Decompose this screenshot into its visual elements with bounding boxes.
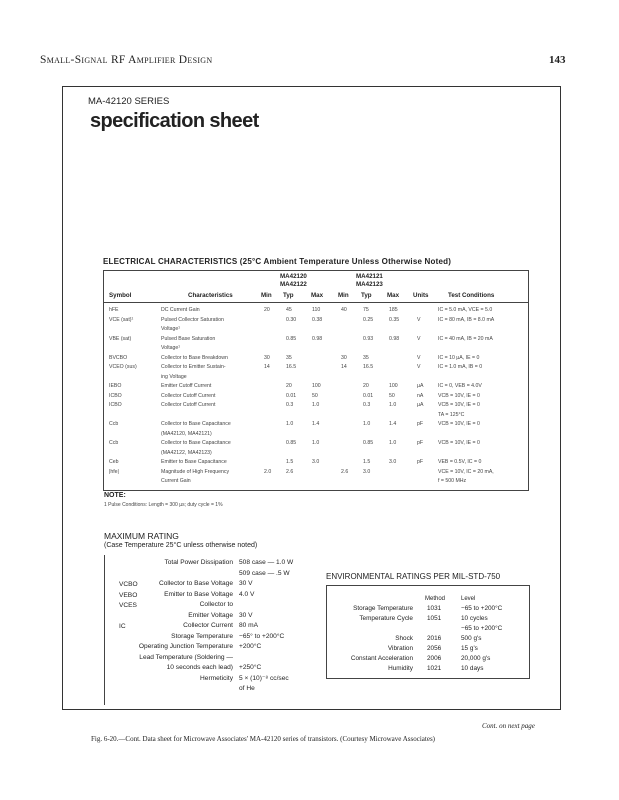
cell-units: V [417,364,421,370]
cell-sym: VBE (sat) [109,335,132,342]
env-method: 2056 [427,645,442,652]
cell-typ2: 35 [363,354,369,361]
note-1: 1 Pulse Conditions: Length = 300 µs; duty cycle = 1% [104,502,223,508]
cell-max2: 0.98 [389,335,400,342]
cell-cond: VCB = 10V, IE = 0 [438,392,480,399]
env-level: 15 g's [461,645,478,652]
col-symbol: Symbol [109,292,132,299]
cell-typ: 45 [286,307,292,313]
cell-cond: VCB = 10V, IE = 0 [438,402,480,408]
cell-char: Collector Cutoff Current [161,392,216,399]
cell-sym: VCE (sat)¹ [109,316,134,323]
cell-cond: TA = 125°C [438,411,465,418]
env-level: 20,000 g's [461,655,491,662]
cell-cond: IC = 0, VEB = 4.0V [438,383,482,389]
rating-label: Collector Current [183,622,233,629]
max-rating-box [104,555,315,705]
cell-char: (MA42122, MA42123) [161,449,212,456]
cell-units: pF [417,421,424,427]
sheet-title: specification sheet [90,110,259,132]
group1-b: MA42122 [280,281,307,288]
rating-label: Operating Junction Temperature [138,643,233,650]
cell-typ: 1.5 [286,459,294,465]
cell-units: pF [417,459,424,465]
electrical-heading: ELECTRICAL CHARACTERISTICS (25°C Ambient Temperature Unless Otherwise Noted) [103,257,452,266]
cell-char: (MA42120, MA42121) [161,430,212,437]
cell-units: V [417,335,421,342]
cell-char: Collector Cutoff Current [161,402,216,408]
env-method: 1021 [427,665,442,672]
rating-value: 5 × (10)⁻⁸ cc/sec [239,674,289,682]
cell-typ2: 0.01 [363,392,374,399]
cell-typ: 35 [286,354,292,361]
cell-max2: 1.0 [389,440,397,446]
rating-value: −65° to +200°C [239,632,285,640]
cell-sym: Ccb [109,421,119,427]
cell-typ2: 0.3 [363,402,371,408]
cell-units: nA [417,392,424,399]
cell-sym: IEBO [109,383,122,389]
cell-max2: 100 [389,383,398,389]
electrical-table [103,270,529,491]
rating-value: +250°C [239,664,262,671]
cell-char: ing Voltage [161,373,187,380]
rating-label: Emitter to Base Voltage [164,590,233,598]
cell-sym: |hfe| [109,468,119,475]
rating-value: 80 mA [239,622,259,629]
rating-symbol: IC [119,623,126,630]
cell-max: 50 [312,392,318,399]
env-method: 2006 [427,655,442,662]
cell-max: 1.4 [312,421,320,427]
note-label: NOTE: [104,492,126,499]
rating-symbol: VCES [119,602,137,609]
cell-typ2: 1.0 [363,421,371,427]
cell-units: µA [417,402,424,408]
rating-value: 4.0 V [239,590,255,598]
env-label: Constant Acceleration [350,655,413,662]
cell-max2: 0.35 [389,316,400,323]
cell-cond: f = 500 MHz [438,478,467,484]
cell-typ: 16.5 [286,364,297,370]
rating-value: 30 V [239,580,253,587]
cell-cond: VCB = 10V, IE = 0 [438,440,480,446]
cell-cond: IC = 1.0 mA, IB = 0 [438,364,483,370]
rating-label: Collector to [199,601,233,608]
rating-value: of He [239,685,255,692]
cell-max: 0.38 [312,316,323,323]
col-max: Max [311,292,324,299]
col-level: Level [461,596,476,602]
env-method: 1051 [427,615,442,622]
rating-label: 10 seconds each lead) [166,664,233,671]
rating-label: Emitter Voltage [188,611,233,619]
rating-label: Hermeticity [200,674,233,682]
cell-char: Magnitude of High Frequency [161,468,230,475]
continued-note: Cont. on next page [482,722,535,730]
cell-char: DC Current Gain [161,307,200,313]
cell-min2: 30 [341,354,347,361]
figure-caption: Fig. 6-20.—Cont. Data sheet for Microwave Associates' MA-42120 series of transistors. (Courtesy Microwave Associates) [91,735,436,743]
cell-units: µA [417,383,424,389]
cell-char: Pulsed Collector Saturation [161,316,224,323]
cell-sym: BVCBO [109,354,128,361]
rating-value: 30 V [239,611,253,619]
cell-char: Voltage¹ [161,326,181,332]
cell-min2: 14 [341,364,347,370]
cell-typ2: 1.5 [363,459,371,465]
rating-label: Storage Temperature [171,632,233,640]
cell-char: Current Gain [161,478,191,484]
cell-units: V [417,316,421,323]
cell-typ2: 3.0 [363,468,371,475]
cell-typ: 20 [286,383,292,389]
cell-sym: Ceb [109,459,119,465]
cell-char: Collector to Emitter Sustain- [161,364,226,370]
cell-char: Collector to Base Capacitance [161,421,231,427]
cell-max2: 50 [389,392,395,399]
cell-cond: IC = 10 µA, IE = 0 [438,354,480,361]
env-label: Shock [395,635,413,642]
cell-min: 14 [264,364,270,370]
cell-sym: ICBO [109,402,122,408]
cell-min2: 40 [341,307,347,313]
cell-typ2: 16.5 [363,364,374,370]
cell-max: 1.0 [312,402,320,408]
cell-typ: 0.30 [286,316,297,323]
cell-max: 0.98 [312,335,323,342]
cell-typ2: 75 [363,307,369,313]
cell-min: 30 [264,354,270,361]
environmental-heading: ENVIRONMENTAL RATINGS PER MIL-STD-750 [326,572,501,581]
cell-typ: 0.01 [286,392,297,399]
env-level: 500 g's [461,635,482,642]
col-min: Min [261,292,272,299]
cell-sym: VCEO (sus) [109,364,137,370]
col-typ2: Typ [361,292,372,299]
cell-typ2: 0.85 [363,440,374,446]
col-min2: Min [338,292,349,299]
cell-units: pF [417,440,424,446]
max-rating-subheading: (Case Temperature 25°C unless otherwise noted) [104,542,258,549]
cell-min: 2.0 [264,468,272,475]
cell-char: Emitter Cutoff Current [161,383,212,389]
cell-cond: IC = 80 mA, IB = 8.0 mA [438,316,495,323]
env-method: 2016 [427,635,442,642]
page-number: 143 [549,54,566,66]
cell-sym: hFE [109,307,119,313]
cell-max: 1.0 [312,440,320,446]
env-label: Humidity [388,665,413,672]
env-label: Vibration [387,645,413,652]
cell-typ: 0.85 [286,440,297,446]
env-method: 1031 [427,605,442,612]
rating-value: 508 case — 1.0 W [239,559,294,566]
cell-cond: IC = 40 mA, IB = 20 mA [438,335,493,342]
cell-typ2: 20 [363,383,369,389]
running-title: Small-Signal RF Amplifier Design [40,54,213,66]
col-typ: Typ [283,292,294,299]
cell-typ: 0.85 [286,335,297,342]
cell-max: 110 [312,307,321,313]
rating-symbol: VCBO [119,581,138,588]
cell-cond: VCB = 10V, IE = 0 [438,421,480,427]
cell-cond: VCE = 10V, IC = 20 mA, [438,468,494,475]
rating-label: Lead Temperature (Soldering — [139,653,233,661]
rating-label: Total Power Dissipation [164,559,233,566]
cell-char: Pulsed Base Saturation [161,335,216,342]
cell-typ: 0.3 [286,402,294,408]
cell-typ: 1.0 [286,421,294,427]
rating-value: +200°C [239,643,262,650]
cell-min2: 2.6 [341,468,349,475]
cell-cond: VEB = 0.5V, IC = 0 [438,459,482,465]
group2-b: MA42123 [356,281,383,288]
rating-value: 509 case — .5 W [239,569,290,577]
col-characteristics: Characteristics [188,292,233,299]
cell-max2: 3.0 [389,459,397,465]
col-units: Units [413,292,429,299]
group2-a: MA42121 [356,273,383,280]
cell-typ: 2.6 [286,468,294,475]
cell-char: Emitter to Base Capacitance [161,459,227,465]
cell-sym: ICBO [109,392,122,399]
cell-char: Collector to Base Breakdown [161,354,228,361]
cell-cond: IC = 5.0 mA, VCE = 5.0 [438,307,493,313]
rating-label: Collector to Base Voltage [158,580,233,587]
cell-typ2: 0.93 [363,335,374,342]
cell-max: 3.0 [312,459,320,465]
cell-typ2: 0.25 [363,316,374,323]
env-level: −65 to +200°C [461,625,503,632]
cell-max: 100 [312,383,321,389]
series-label: MA-42120 SERIES [88,96,170,107]
cell-char: Collector to Base Capacitance [161,440,231,446]
cell-max2: 1.0 [389,402,397,408]
env-label: Temperature Cycle [359,615,413,622]
env-level: 10 days [461,665,484,672]
cell-sym: Ccb [109,440,119,446]
group1-a: MA42120 [280,273,307,280]
cell-units: V [417,354,421,361]
col-max2: Max [387,292,400,299]
env-level: 10 cycles [461,615,488,622]
cell-max2: 185 [389,307,398,313]
cell-max2: 1.4 [389,421,397,427]
cell-min: 20 [264,307,270,313]
col-conditions: Test Conditions [448,292,495,299]
env-level: −65 to +200°C [461,605,503,612]
environmental-box [326,585,530,679]
cell-char: Voltage¹ [161,345,181,351]
col-method: Method [425,596,446,602]
env-label: Storage Temperature [353,605,413,612]
rating-symbol: VEBO [119,591,138,599]
max-rating-heading: MAXIMUM RATING [104,531,179,541]
